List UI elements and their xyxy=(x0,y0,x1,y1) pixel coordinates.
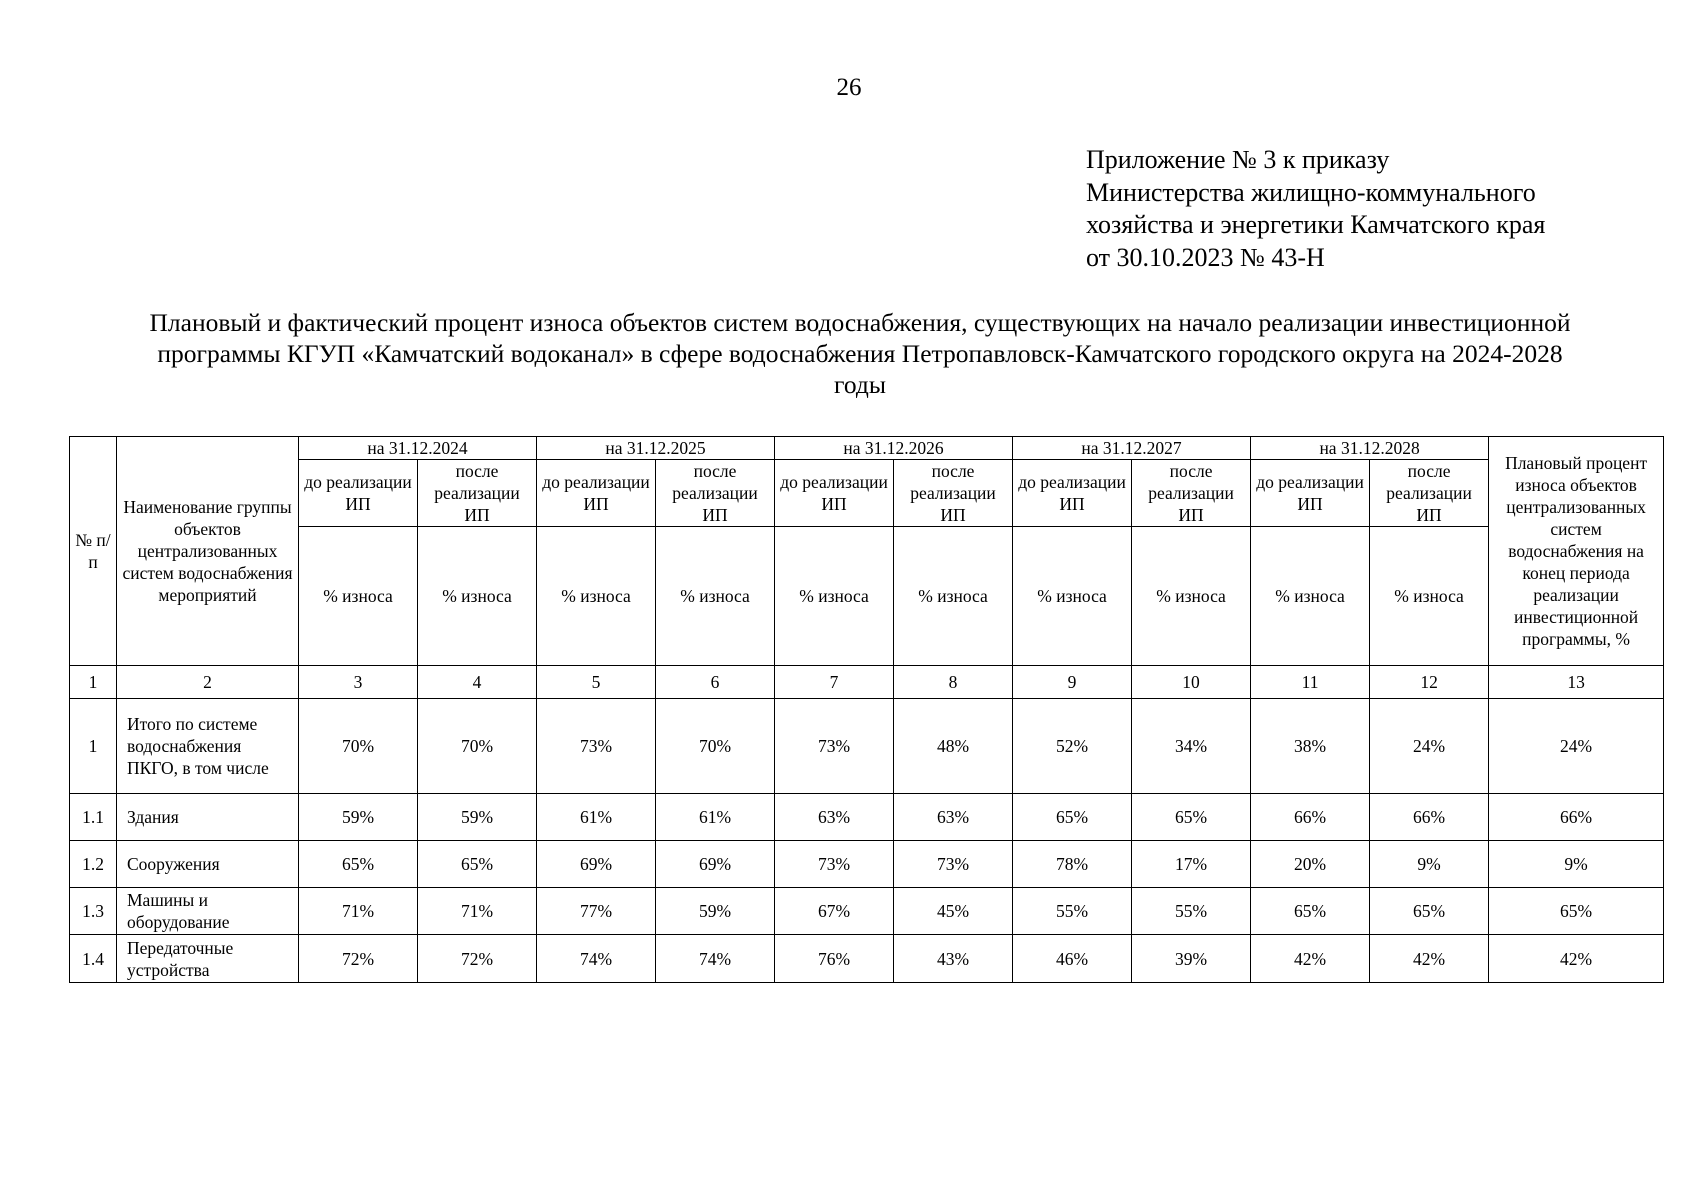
row-name: Машины и оборудование xyxy=(117,888,299,935)
value-cell: 59% xyxy=(418,794,537,841)
header-unit: % износа xyxy=(1132,527,1251,666)
value-cell: 73% xyxy=(894,841,1013,888)
value-cell: 43% xyxy=(894,935,1013,983)
row-name: Сооружения xyxy=(117,841,299,888)
value-cell: 74% xyxy=(656,935,775,983)
title-line: Плановый и фактический процент износа объектов систем водоснабжения, существующих на начало реализации инвестиционной xyxy=(149,308,1571,337)
column-number: 11 xyxy=(1251,666,1370,699)
value-cell: 70% xyxy=(656,699,775,794)
value-cell: 73% xyxy=(537,699,656,794)
planned-value-cell: 65% xyxy=(1489,888,1664,935)
column-number: 10 xyxy=(1132,666,1251,699)
header-unit: % износа xyxy=(1013,527,1132,666)
column-number: 4 xyxy=(418,666,537,699)
column-number: 7 xyxy=(775,666,894,699)
header-unit: % износа xyxy=(894,527,1013,666)
header-after: после реализации ИП xyxy=(894,460,1013,527)
row-num: 1.4 xyxy=(70,935,117,983)
header-before: до реализации ИП xyxy=(299,460,418,527)
value-cell: 34% xyxy=(1132,699,1251,794)
value-cell: 65% xyxy=(418,841,537,888)
header-unit: % износа xyxy=(656,527,775,666)
header-planned: Плановый процент износа объектов централизованных систем водоснабжения на конец периода реализации инвестиционной программы, % xyxy=(1489,437,1664,666)
value-cell: 59% xyxy=(656,888,775,935)
column-number: 6 xyxy=(656,666,775,699)
value-cell: 65% xyxy=(1370,888,1489,935)
wear-table xyxy=(69,436,1664,983)
value-cell: 39% xyxy=(1132,935,1251,983)
header-year: на 31.12.2027 xyxy=(1013,437,1251,460)
header-year: на 31.12.2028 xyxy=(1251,437,1489,460)
appendix-line: Министерства жилищно-коммунального xyxy=(1086,177,1536,207)
column-number: 2 xyxy=(117,666,299,699)
row-num: 1.1 xyxy=(70,794,117,841)
column-number: 9 xyxy=(1013,666,1132,699)
row-name: Здания xyxy=(117,794,299,841)
value-cell: 76% xyxy=(775,935,894,983)
planned-value-cell: 24% xyxy=(1489,699,1664,794)
table-row xyxy=(70,935,1664,983)
header-after: после реализации ИП xyxy=(656,460,775,527)
row-name: Итого по системе водоснабжения ПКГО, в том числе xyxy=(117,699,299,794)
value-cell: 73% xyxy=(775,841,894,888)
header-row-unit xyxy=(70,527,1664,666)
column-number: 5 xyxy=(537,666,656,699)
header-unit: % износа xyxy=(1370,527,1489,666)
value-cell: 38% xyxy=(1251,699,1370,794)
value-cell: 61% xyxy=(656,794,775,841)
column-number-row xyxy=(70,666,1664,699)
value-cell: 63% xyxy=(775,794,894,841)
appendix-line: от 30.10.2023 № 43-Н xyxy=(1086,242,1325,272)
value-cell: 69% xyxy=(537,841,656,888)
value-cell: 73% xyxy=(775,699,894,794)
value-cell: 66% xyxy=(1370,794,1489,841)
column-number: 13 xyxy=(1489,666,1664,699)
value-cell: 78% xyxy=(1013,841,1132,888)
value-cell: 72% xyxy=(299,935,418,983)
header-before: до реализации ИП xyxy=(1013,460,1132,527)
planned-value-cell: 42% xyxy=(1489,935,1664,983)
value-cell: 65% xyxy=(1013,794,1132,841)
value-cell: 24% xyxy=(1370,699,1489,794)
value-cell: 20% xyxy=(1251,841,1370,888)
value-cell: 59% xyxy=(299,794,418,841)
header-unit: % износа xyxy=(418,527,537,666)
header-unit: % износа xyxy=(299,527,418,666)
row-num: 1.3 xyxy=(70,888,117,935)
value-cell: 52% xyxy=(1013,699,1132,794)
value-cell: 17% xyxy=(1132,841,1251,888)
value-cell: 65% xyxy=(1132,794,1251,841)
value-cell: 67% xyxy=(775,888,894,935)
value-cell: 71% xyxy=(418,888,537,935)
appendix-line: хозяйства и энергетики Камчатского края xyxy=(1086,210,1546,239)
header-after: после реализации ИП xyxy=(1132,460,1251,527)
column-number: 8 xyxy=(894,666,1013,699)
value-cell: 55% xyxy=(1132,888,1251,935)
header-unit: % износа xyxy=(537,527,656,666)
value-cell: 61% xyxy=(537,794,656,841)
value-cell: 77% xyxy=(537,888,656,935)
header-after: после реализации ИП xyxy=(418,460,537,527)
value-cell: 46% xyxy=(1013,935,1132,983)
header-before: до реализации ИП xyxy=(537,460,656,527)
planned-value-cell: 9% xyxy=(1489,841,1664,888)
value-cell: 48% xyxy=(894,699,1013,794)
value-cell: 63% xyxy=(894,794,1013,841)
value-cell: 72% xyxy=(418,935,537,983)
row-name: Передаточные устройства xyxy=(117,935,299,983)
appendix-line: Приложение № 3 к приказу xyxy=(1086,145,1390,174)
header-row-years xyxy=(70,437,1664,460)
table-row xyxy=(70,888,1664,935)
appendix-block xyxy=(1086,144,1545,274)
table-row xyxy=(70,699,1664,794)
row-num: 1 xyxy=(70,699,117,794)
header-year: на 31.12.2026 xyxy=(775,437,1013,460)
header-unit: % износа xyxy=(775,527,894,666)
column-number: 1 xyxy=(70,666,117,699)
header-year: на 31.12.2024 xyxy=(299,437,537,460)
column-number: 3 xyxy=(299,666,418,699)
value-cell: 70% xyxy=(299,699,418,794)
title-line: программы КГУП «Камчатский водоканал» в сфере водоснабжения Петропавловск-Камчатского городского округа на 2024-2028 xyxy=(157,339,1563,368)
value-cell: 42% xyxy=(1251,935,1370,983)
value-cell: 65% xyxy=(1251,888,1370,935)
value-cell: 65% xyxy=(299,841,418,888)
value-cell: 71% xyxy=(299,888,418,935)
header-year: на 31.12.2025 xyxy=(537,437,775,460)
value-cell: 74% xyxy=(537,935,656,983)
row-num: 1.2 xyxy=(70,841,117,888)
table-row xyxy=(70,794,1664,841)
header-after: после реализации ИП xyxy=(1370,460,1489,527)
value-cell: 70% xyxy=(418,699,537,794)
value-cell: 69% xyxy=(656,841,775,888)
header-before: до реализации ИП xyxy=(1251,460,1370,527)
column-number: 12 xyxy=(1370,666,1489,699)
header-unit: % износа xyxy=(1251,527,1370,666)
value-cell: 42% xyxy=(1370,935,1489,983)
header-before: до реализации ИП xyxy=(775,460,894,527)
header-row-stage xyxy=(70,460,1664,527)
table-row xyxy=(70,841,1664,888)
document-title xyxy=(60,307,1660,400)
planned-value-cell: 66% xyxy=(1489,794,1664,841)
value-cell: 55% xyxy=(1013,888,1132,935)
header-name: Наименование группы объектов централизованных систем водоснабжения мероприятий xyxy=(117,437,299,666)
page-number: 26 xyxy=(836,74,862,101)
value-cell: 9% xyxy=(1370,841,1489,888)
value-cell: 66% xyxy=(1251,794,1370,841)
header-num: № п/п xyxy=(70,437,117,666)
title-line: годы xyxy=(834,370,886,399)
value-cell: 45% xyxy=(894,888,1013,935)
